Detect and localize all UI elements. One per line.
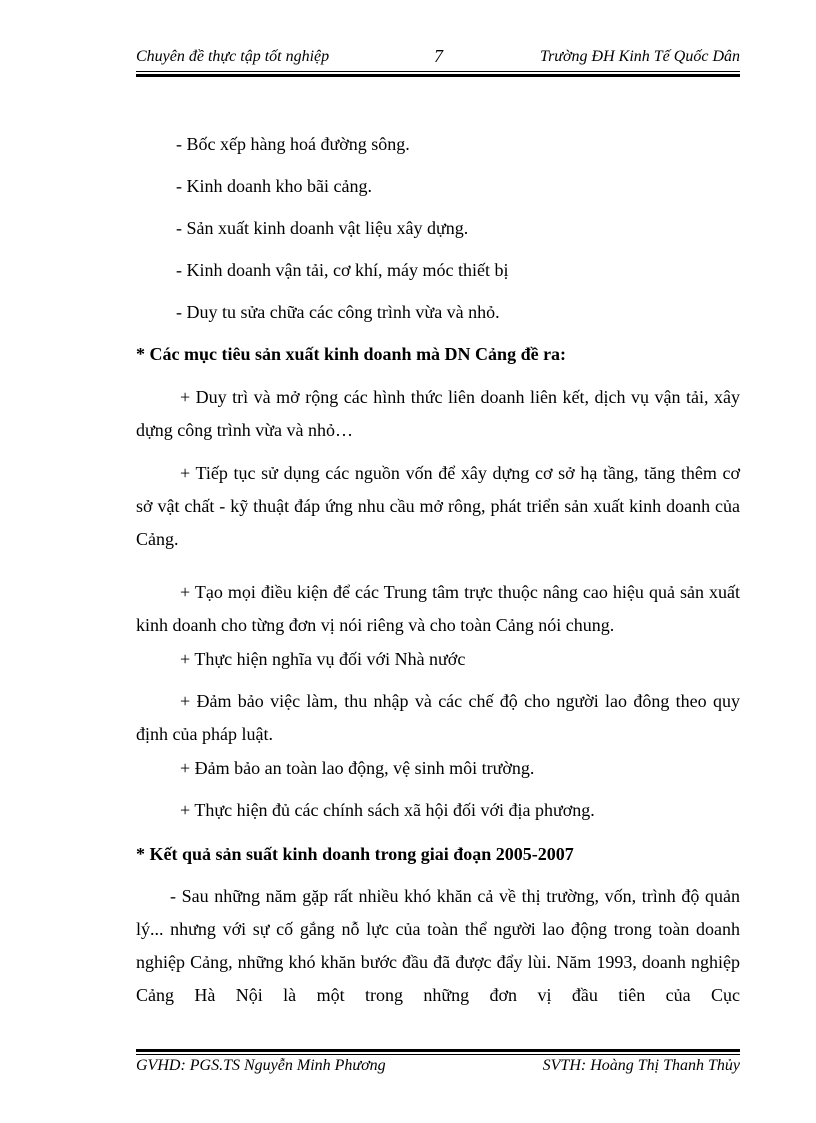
footer-rule-thick xyxy=(136,1049,740,1052)
page-footer xyxy=(136,1057,740,1081)
goal-text: + Tạo mọi điều kiện để các Trung tâm trực thuộc nâng cao hiệu quả sản xuất kinh doanh cho từng đơn vị nói riêng và cho toàn Cảng nói chung. xyxy=(136,582,740,635)
goal-paragraph xyxy=(136,457,740,556)
header-document-title: Chuyên đề thực tập tốt nghiệp xyxy=(136,48,330,65)
results-text: - Sau những năm gặp rất nhiều khó khăn cả về thị trường, vốn, trình độ quản lý... nhưng với sự cố gắng nỗ lực của toàn thể người lao động trong toàn doanh nghiệp Cảng, những khó khăn bước đầu đã được đẩy lùi. Năm 1993, doanh nghiệp Cảng Hà Nội là một trong những đơn vị đầu tiên của Cục xyxy=(136,886,740,1005)
footer-student: SVTH: Hoàng Thị Thanh Thủy xyxy=(542,1057,740,1074)
activity-item: - Kinh doanh vận tải, cơ khí, máy móc thiết bị xyxy=(176,260,509,280)
footer-supervisor: GVHD: PGS.TS Nguyễn Minh Phương xyxy=(136,1057,386,1074)
goal-text: + Tiếp tục sử dụng các nguồn vốn để xây dựng cơ sở hạ tầng, tăng thêm cơ sở vật chất - kỹ thuật đáp ứng nhu cầu mở rông, phát triển sản xuất kinh doanh của Cảng. xyxy=(136,463,740,549)
goal-text: + Đảm bảo việc làm, thu nhập và các chế độ cho người lao đông theo quy định của pháp luật. xyxy=(136,691,740,744)
goal-paragraph xyxy=(136,381,740,447)
goal-text: + Thực hiện đủ các chính sách xã hội đối với địa phương. xyxy=(180,800,595,820)
header-rule-thin xyxy=(136,71,740,72)
activity-item: - Bốc xếp hàng hoá đường sông. xyxy=(176,134,410,154)
activity-item: - Duy tu sửa chữa các công trình vừa và nhỏ. xyxy=(176,302,500,322)
goal-paragraph xyxy=(136,794,740,827)
goals-heading: * Các mục tiêu sản xuất kinh doanh mà DN Cảng đề ra: xyxy=(136,344,567,364)
goal-paragraph xyxy=(136,685,740,751)
activity-item: - Kinh doanh kho bãi cảng. xyxy=(176,176,372,196)
results-heading: * Kết quả sản suất kinh doanh trong giai đoạn 2005-2007 xyxy=(136,844,574,864)
goal-paragraph xyxy=(136,752,740,785)
goal-text: + Thực hiện nghĩa vụ đối với Nhà nước xyxy=(180,649,466,669)
goal-paragraph xyxy=(136,576,740,642)
activity-item: - Sản xuất kinh doanh vật liệu xây dựng. xyxy=(176,218,469,238)
footer-rule-thin xyxy=(136,1054,740,1055)
page-header xyxy=(136,46,740,70)
goal-text: + Đảm bảo an toàn lao động, vệ sinh môi trường. xyxy=(180,758,535,778)
goal-text: + Duy trì và mở rộng các hình thức liên doanh liên kết, dịch vụ vận tải, xây dựng công trình vừa và nhỏ… xyxy=(136,387,740,440)
header-rule-thick xyxy=(136,74,740,77)
results-paragraph xyxy=(136,880,740,1012)
header-university: Trường ĐH Kinh Tế Quốc Dân xyxy=(540,48,740,65)
goal-paragraph xyxy=(136,643,740,676)
page-number: 7 xyxy=(434,46,443,66)
